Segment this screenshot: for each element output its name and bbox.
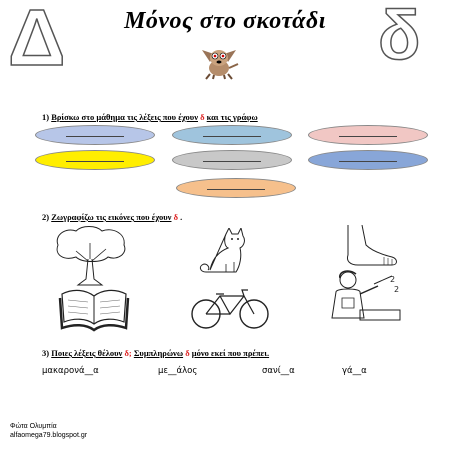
foot-icon[interactable] xyxy=(340,225,400,270)
exercise-1-instruction xyxy=(42,112,258,122)
exercise-3-text-after: μόνο εκεί που πρέπει. xyxy=(191,348,270,358)
capital-delta-letter: Δ xyxy=(8,0,66,82)
fill-word-3[interactable]: σανί__α xyxy=(262,366,295,376)
exercise-1-text: Βρίσκω στο μάθημα τις λέξεις που έχουν xyxy=(51,112,198,122)
fill-word-4[interactable]: γά__α xyxy=(342,366,367,376)
svg-text:2: 2 xyxy=(394,285,400,294)
answer-oval-4[interactable] xyxy=(35,150,155,170)
answer-oval-1[interactable] xyxy=(35,125,155,145)
exercise-3-text: Ποιες λέξεις θέλουν xyxy=(51,348,123,358)
exercise-3-instruction xyxy=(42,348,269,358)
exercise-2-text: Ζωγραφίζω τις εικόνες που έχουν xyxy=(51,212,172,222)
answer-oval-7[interactable] xyxy=(176,178,296,198)
exercise-2-highlight: δ xyxy=(173,212,179,222)
fill-word-1[interactable]: μακαρονά__α xyxy=(42,366,99,376)
scared-dog-illustration xyxy=(192,40,244,80)
fill-word-2[interactable]: με__άλος xyxy=(158,366,198,376)
exercise-3-number: 3) xyxy=(42,348,50,358)
page-title: Μόνος στο σκοτάδι xyxy=(124,8,326,34)
small-delta-letter: δ xyxy=(378,0,421,74)
answer-oval-2[interactable] xyxy=(172,125,292,145)
teacher-icon[interactable] xyxy=(316,268,406,334)
exercise-2-instruction xyxy=(42,212,182,222)
exercise-3-text-middle: Συμπληρώνω xyxy=(133,348,184,358)
book-icon[interactable] xyxy=(58,284,130,332)
exercise-1-number: 1) xyxy=(42,112,50,122)
exercise-2-number: 2) xyxy=(42,212,50,222)
footer-blog: alfaomega79.blogspot.gr xyxy=(10,432,88,439)
svg-text:2: 2 xyxy=(390,275,396,284)
exercise-1-text-after: και τις γράφω xyxy=(206,112,258,122)
exercise-1-highlight: δ xyxy=(200,112,205,122)
bicycle-icon[interactable] xyxy=(188,286,272,330)
cat-icon[interactable] xyxy=(196,228,256,278)
footer-author: Φώτα Ολυμπία xyxy=(10,423,57,430)
footer-credits xyxy=(10,422,87,440)
exercise-3-highlight-2: δ xyxy=(185,348,190,358)
answer-oval-5[interactable] xyxy=(172,150,292,170)
answer-oval-3[interactable] xyxy=(308,125,428,145)
exercise-2-text-after: . xyxy=(180,212,183,222)
answer-oval-6[interactable] xyxy=(308,150,428,170)
exercise-3-highlight-1: δ; xyxy=(124,348,132,358)
tree-icon[interactable] xyxy=(52,225,130,287)
